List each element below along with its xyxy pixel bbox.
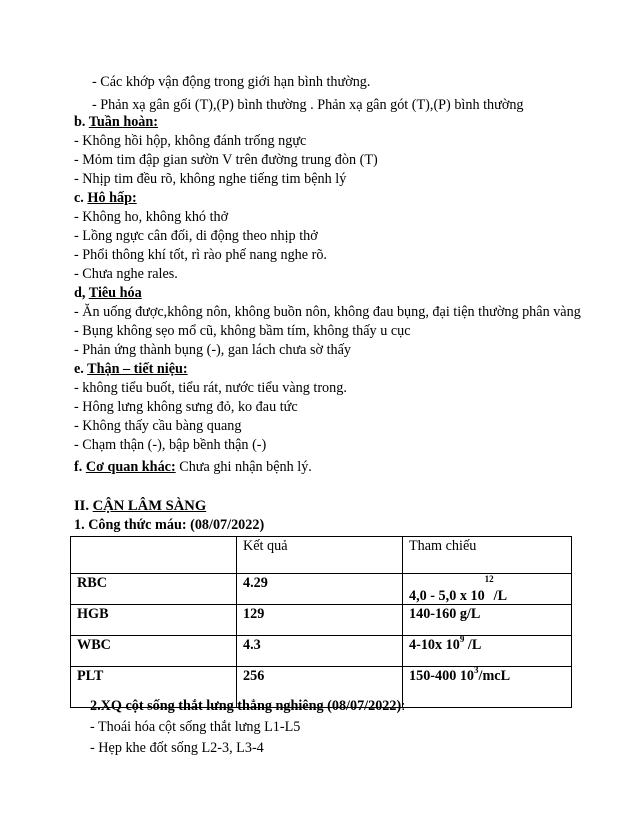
section-heading-d	[74, 284, 142, 302]
list-item: - Mỏm tim đập gian sườn V trên đường trung đòn (T)	[74, 152, 378, 168]
section-prefix: f.	[74, 459, 86, 475]
section-prefix: d,	[74, 285, 89, 301]
row-name: PLT	[71, 667, 237, 708]
row-ref	[403, 667, 572, 708]
table-header-row	[71, 537, 572, 574]
table-row	[71, 605, 572, 636]
list-item: - Phổi thông khí tốt, rì rào phế nang nghe rõ.	[74, 247, 327, 263]
cbc-table	[70, 536, 572, 708]
section-heading-e	[74, 360, 188, 378]
list-item: - Bụng không sẹo mổ cũ, không bầm tím, không thấy u cục	[74, 323, 411, 339]
section-f	[74, 458, 312, 476]
text-line: - Các khớp vận động trong giới hạn bình thường.	[92, 74, 371, 90]
list-item: - Không thấy cầu bàng quang	[74, 418, 242, 434]
section-prefix: c.	[74, 190, 88, 206]
row-value: 129	[237, 605, 403, 636]
table-row	[71, 574, 572, 605]
ref-unit: /mcL	[478, 668, 511, 684]
part-title: CẬN LÂM SÀNG	[92, 498, 207, 514]
list-item: - không tiểu buốt, tiểu rát, nước tiểu vàng trong.	[74, 380, 347, 396]
ref-main: 150-400 10	[409, 668, 475, 684]
row-ref	[403, 574, 572, 605]
section-title: Thận – tiết niệu:	[87, 361, 188, 377]
ref-sup: 12	[484, 574, 494, 584]
text-line: - Phản xạ gân gối (T),(P) bình thường . Phản xạ gân gót (T),(P) bình thường	[92, 97, 524, 113]
row-name: WBC	[71, 636, 237, 667]
part-heading	[74, 497, 206, 515]
row-name: HGB	[71, 605, 237, 636]
list-item: - Phản ứng thành bụng (-), gan lách chưa sờ thấy	[74, 342, 352, 358]
table-row	[71, 636, 572, 667]
table-header-cell: Kết quả	[237, 537, 403, 574]
list-item: - Hẹp khe đốt sống L2-3, L3-4	[90, 740, 264, 756]
xray-heading-text: 2.XQ cột sống thắt lưng thẳng nghiêng (08/07/2022)	[90, 698, 402, 714]
list-item: - Chưa nghe rales.	[74, 266, 178, 282]
list-item: - Chạm thận (-), bập bềnh thận (-)	[74, 437, 267, 453]
cbc-heading: 1. Công thức máu: (08/07/2022)	[74, 517, 265, 533]
section-title: Tiêu hóa	[88, 285, 142, 301]
xray-colon: :	[401, 698, 406, 714]
row-value: 256	[237, 667, 403, 708]
section-prefix: b.	[74, 114, 89, 130]
ref-main: 4-10x 10	[409, 637, 460, 653]
ref-unit: /L	[493, 587, 508, 604]
list-item: - Ăn uống được,không nôn, không buồn nôn, không đau bụng, đại tiện thường phân vàng	[74, 304, 581, 320]
list-item: - Lồng ngực cân đối, di động theo nhịp thở	[74, 228, 318, 244]
table-header-cell: Tham chiếu	[403, 537, 572, 574]
section-heading-b	[74, 113, 158, 131]
ref-unit: /L	[464, 637, 482, 653]
xray-heading	[90, 697, 405, 715]
list-item: - Thoái hóa cột sống thắt lưng L1-L5	[90, 719, 301, 735]
list-item: - Nhịp tim đều rõ, không nghe tiếng tim bệnh lý	[74, 171, 347, 187]
list-item: - Không hồi hộp, không đánh trống ngực	[74, 133, 307, 149]
section-title: Tuần hoàn:	[88, 114, 159, 130]
ref-sup: 3	[474, 665, 479, 676]
row-value: 4.29	[237, 574, 403, 605]
row-ref	[403, 605, 572, 636]
ref-main: 140-160 g/L	[409, 606, 481, 622]
section-text: Chưa ghi nhận bệnh lý.	[175, 459, 312, 475]
section-title: Hô hấp:	[87, 190, 137, 206]
part-roman: II.	[74, 498, 93, 514]
row-value: 4.3	[237, 636, 403, 667]
section-heading-c	[74, 189, 137, 207]
section-prefix: e.	[74, 361, 88, 377]
table-header-cell	[71, 537, 237, 574]
list-item: - Không ho, không khó thở	[74, 209, 229, 225]
row-name: RBC	[71, 574, 237, 605]
row-ref	[403, 636, 572, 667]
list-item: - Hông lưng không sưng đỏ, ko đau tức	[74, 399, 298, 415]
ref-sup: 9	[459, 634, 465, 645]
ref-main: 4,0 - 5,0 x 10	[409, 587, 485, 604]
section-title: Cơ quan khác:	[85, 459, 176, 475]
